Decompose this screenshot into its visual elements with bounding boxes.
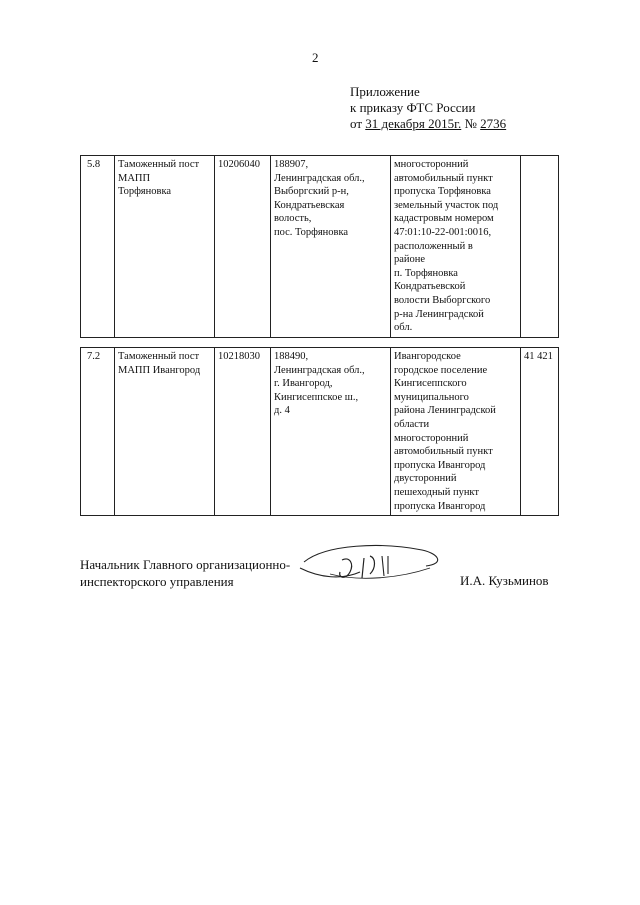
cell-line: расположенный в xyxy=(394,240,473,252)
appendix-line-1: Приложение xyxy=(350,84,420,99)
appendix-header xyxy=(350,84,506,132)
customs-post-code: 10206040 xyxy=(215,156,271,338)
cell-line: МАПП Ивангород xyxy=(118,364,201,376)
cell-line: р-на Ленинградской xyxy=(394,308,484,320)
cell-line: районе xyxy=(394,254,426,266)
cell-line: городское поселение xyxy=(394,364,488,376)
row-number: 7.2 xyxy=(81,348,115,516)
handwritten-signature xyxy=(290,538,450,588)
cell-line: многосторонний xyxy=(394,159,469,170)
cell-line: Ивангородское xyxy=(394,351,461,362)
customs-post-address xyxy=(271,156,391,338)
appendix-line-2: к приказу ФТС России xyxy=(350,100,476,115)
cell-line: Выборгский р-н, xyxy=(274,186,349,198)
customs-post-address xyxy=(271,348,391,516)
cell-line: пешеходный пункт xyxy=(394,486,479,498)
cell-line: Таможенный пост xyxy=(118,351,200,362)
checkpoint-description xyxy=(391,348,521,516)
entry-table-2 xyxy=(80,347,559,516)
cell-line: МАПП xyxy=(118,172,151,184)
cell-line: двусторонний xyxy=(394,473,457,485)
cell-line: г. Ивангород, xyxy=(274,378,333,390)
cell-line: Кондратьевская xyxy=(274,199,345,211)
cell-line: Кингисеппского xyxy=(394,378,467,390)
cell-line: муниципального xyxy=(394,391,469,403)
cell-line: д. 4 xyxy=(274,405,290,417)
cell-line: области xyxy=(394,418,430,430)
cell-line: пропуска Торфяновка xyxy=(394,186,491,198)
signatory-title xyxy=(80,556,290,590)
cell-line: Ленинградская обл., xyxy=(274,364,365,376)
cell-line: пропуска Ивангород xyxy=(394,500,486,512)
appendix-line-3 xyxy=(350,116,506,132)
signatory-title-line-1: Начальник Главного организационно- xyxy=(80,557,291,572)
cell-line: 188907, xyxy=(274,159,309,170)
signatory-name: И.А. Кузьминов xyxy=(460,573,549,588)
order-number-sign: № xyxy=(464,116,477,131)
cell-line: района Ленинградской xyxy=(394,405,496,417)
row-number: 5.8 xyxy=(81,156,115,338)
table-row xyxy=(81,348,559,516)
checkpoint-description xyxy=(391,156,521,338)
table-row xyxy=(81,156,559,338)
cell-line: обл. xyxy=(394,322,413,334)
checkpoint-value: 41 421 xyxy=(521,348,559,516)
cell-line: земельный участок под xyxy=(394,199,499,211)
cell-line: автомобильный пункт xyxy=(394,446,493,458)
customs-post-code: 10218030 xyxy=(215,348,271,516)
cell-line: Торфяновка xyxy=(118,186,172,198)
cell-line: волость, xyxy=(274,213,312,225)
cell-line: кадастровым номером xyxy=(394,213,494,225)
signatory-title-line-2: инспекторского управления xyxy=(80,574,234,589)
cell-line: Кингисеппское ш., xyxy=(274,391,359,403)
entry-table-1 xyxy=(80,155,559,338)
cell-line: Ленинградская обл., xyxy=(274,172,365,184)
cell-line: 47:01:10-22-001:0016, xyxy=(394,226,492,238)
checkpoint-value xyxy=(521,156,559,338)
cell-line: пропуска Ивангород xyxy=(394,459,486,471)
cell-line: волости Выборгского xyxy=(394,294,491,306)
customs-post-name xyxy=(115,156,215,338)
cell-line: 188490, xyxy=(274,351,309,362)
cell-line: Таможенный пост xyxy=(118,159,200,170)
order-date-prefix: от xyxy=(350,116,363,131)
cell-line: многосторонний xyxy=(394,432,469,444)
cell-line: пос. Торфяновка xyxy=(274,226,349,238)
customs-post-name xyxy=(115,348,215,516)
cell-line: п. Торфяновка xyxy=(394,267,458,279)
page-number: 2 xyxy=(312,50,319,65)
cell-line: Кондратьевской xyxy=(394,281,466,293)
order-number: 2736 xyxy=(480,116,507,131)
cell-line: автомобильный пункт xyxy=(394,172,493,184)
order-date: 31 декабря 2015г. xyxy=(365,116,462,131)
